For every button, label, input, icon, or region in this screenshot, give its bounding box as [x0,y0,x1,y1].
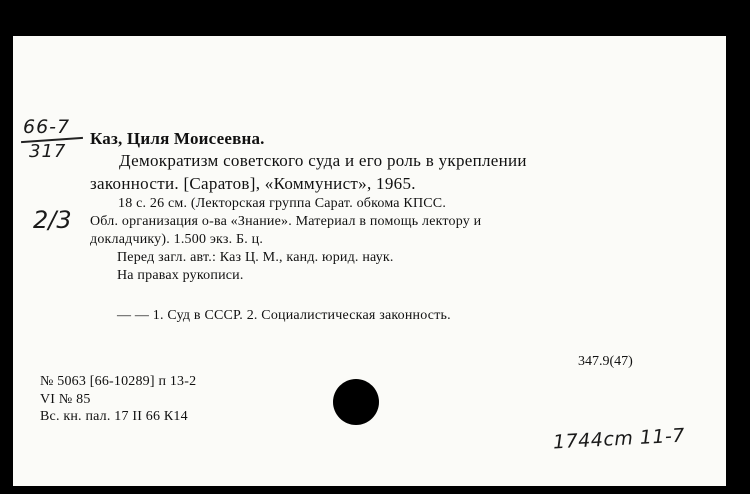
call-number-bottom: 317 [29,141,67,162]
author-heading: Каз, Циля Моисеевна. [90,129,265,148]
classification-number: 347.9(47) [578,354,633,369]
margin-mark: 2/3 [33,206,72,234]
collation-line-2: Обл. организация о-ва «Знание». Материал в помощь лектору и [90,214,482,229]
note-rights: На правах рукописи. [117,268,244,283]
collation-line-3: докладчику). 1.500 экз. Б. ц. [90,232,264,247]
handwritten-stamp: 1744cm 11-7 [552,424,686,454]
subject-headings: — — 1. Суд в СССР. 2. Социалистическая законность. [117,308,451,323]
title-line-2: законности. [Саратов], «Коммунист», 1965. [90,174,416,193]
registry-line-2: VI № 85 [40,392,91,407]
registry-line-1: № 5063 [66-10289] п 13-2 [40,374,197,389]
title-line-1: Демократизм советского суда и его роль в укреплении [119,151,527,170]
collation-line-1: 18 с. 26 см. (Лекторская группа Сарат. обкома КПСС. [118,196,447,211]
catalog-card [13,36,726,486]
call-number-top: 66-7 [23,116,71,138]
note-author: Перед загл. авт.: Каз Ц. М., канд. юрид. наук. [117,250,394,265]
registry-line-3: Вс. кн. пал. 17 II 66 К14 [40,409,188,424]
punch-hole [333,379,379,425]
